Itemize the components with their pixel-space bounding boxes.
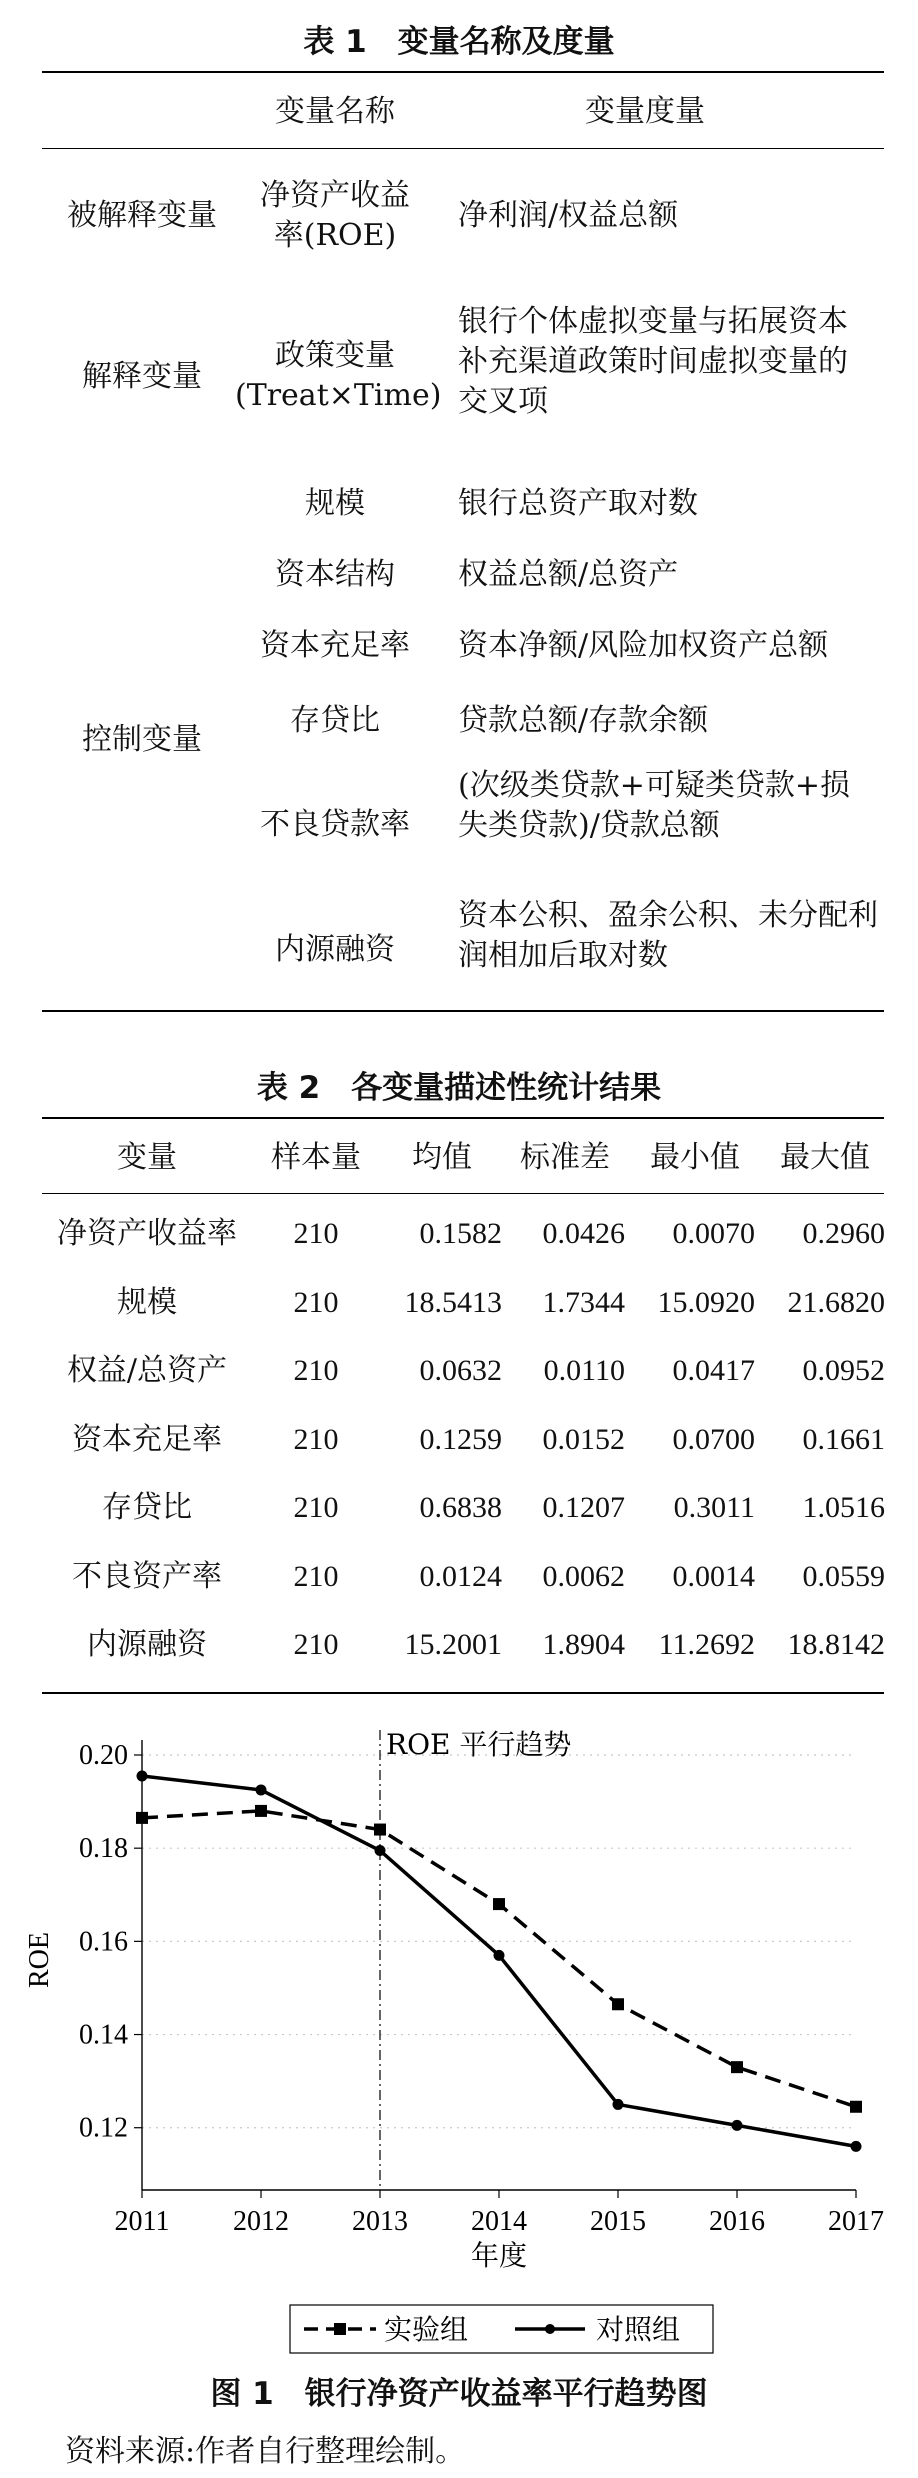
table2-cell-max: 0.2960 (802, 1217, 885, 1250)
table1-measure-npl: (次级类贷款+可疑类贷款+损 失类贷款)/贷款总额 (458, 768, 850, 843)
table2-cell-variable: 存贷比 (102, 1490, 192, 1525)
table2-cell-mean: 0.0632 (419, 1354, 502, 1387)
table2-cell-min: 15.0920 (657, 1285, 755, 1319)
table2-bottom-rule (42, 1692, 884, 1694)
treatment-point (731, 2061, 743, 2073)
table2-cell-sd: 0.0426 (542, 1217, 625, 1250)
table1-header-rule (42, 148, 884, 149)
x-axis-label: 年度 (470, 2239, 528, 2272)
control-point (732, 2120, 743, 2131)
table1-caption: 表 1 变量名称及度量 (303, 24, 615, 60)
table2-header-rule (42, 1193, 884, 1194)
table2-cell-min: 0.3011 (673, 1491, 755, 1524)
table2-header-sd: 标准差 (520, 1140, 610, 1175)
table1-var-roe: 净资产收益 率(ROE) (260, 178, 410, 253)
y-tick-labels (79, 1740, 128, 2144)
table2-cell-mean: 18.5413 (404, 1285, 502, 1319)
table1-header-measure: 变量度量 (585, 94, 705, 129)
table2-cell-min: 11.2692 (658, 1628, 755, 1661)
series-line-control (142, 1776, 856, 2146)
table1-category-control: 控制变量 (82, 722, 202, 757)
table2-header-min: 最小值 (650, 1140, 740, 1175)
table2-cell-max: 21.6820 (787, 1285, 885, 1319)
x-tick-label: 2013 (352, 2206, 408, 2237)
table2-cell-mean: 0.1259 (419, 1422, 502, 1456)
table1-var-capital-structure: 资本结构 (275, 557, 395, 592)
table2-cell-variable: 不良资产率 (72, 1558, 222, 1594)
table2-cell-sd: 0.0110 (543, 1354, 625, 1387)
y-tick-label: 0.20 (79, 1740, 128, 1771)
legend-control-label: 对照组 (596, 2313, 681, 2346)
table1-var-car: 资本充足率 (260, 628, 410, 663)
x-tick-label: 2016 (709, 2206, 765, 2237)
treatment-point (850, 2101, 862, 2113)
table2-cell-min: 0.0014 (672, 1559, 755, 1593)
treatment-point (136, 1812, 148, 1824)
table2-header-mean: 均值 (412, 1140, 472, 1175)
x-tick-label: 2011 (114, 2206, 170, 2237)
table2-cell-n: 210 (293, 1285, 339, 1319)
table2-cell-sd: 1.7344 (542, 1285, 625, 1319)
table2-cell-mean: 0.0124 (419, 1559, 502, 1593)
table1-var-npl: 不良贷款率 (260, 807, 410, 842)
figure1-caption: 图 1 银行净资产收益率平行趋势图 (210, 2376, 708, 2412)
table1-var-policy: 政策变量 (Treat×Time) (235, 338, 442, 413)
table2-cell-max: 1.0516 (802, 1491, 885, 1524)
table2-cell-n: 210 (293, 1491, 339, 1524)
table2-cell-n: 210 (293, 1422, 339, 1456)
control-point (494, 1950, 505, 1961)
table2-header-max: 最大值 (780, 1140, 870, 1175)
table2-caption: 表 2 各变量描述性统计结果 (256, 1070, 662, 1106)
y-tick-label: 0.14 (79, 2019, 128, 2051)
table2-cell-variable: 资本充足率 (72, 1421, 222, 1457)
table1-bottom-rule (42, 1010, 884, 1012)
control-point (851, 2141, 862, 2152)
y-tick-label: 0.16 (79, 1926, 128, 1958)
legend-treatment-marker (334, 2323, 346, 2335)
legend-treatment-label: 实验组 (384, 2313, 469, 2346)
chart-legend (290, 2305, 713, 2353)
table2-cell-max: 0.0952 (802, 1354, 885, 1387)
control-point (137, 1770, 148, 1781)
table2-cell-variable: 规模 (117, 1284, 177, 1320)
table1-measure-policy: 银行个体虚拟变量与拓展资本 补充渠道政策时间虚拟变量的 交叉项 (458, 304, 848, 419)
x-tick-label: 2014 (471, 2206, 527, 2237)
figure1-source-note: 资料来源:作者自行整理绘制。 (65, 2434, 466, 2469)
table2-header-variable: 变量 (117, 1140, 177, 1175)
table2-cell-n: 210 (293, 1559, 339, 1593)
x-tick-label: 2012 (233, 2206, 289, 2237)
control-point (256, 1784, 267, 1795)
roe-parallel-trend-chart (0, 1730, 918, 2380)
y-tick-label: 0.12 (79, 2112, 128, 2144)
table1-header-name: 变量名称 (275, 94, 395, 129)
chart-title: ROE 平行趋势 (386, 1730, 572, 1761)
table2-cell-mean: 0.6838 (419, 1491, 502, 1524)
table2-cell-variable: 净资产收益率 (57, 1216, 237, 1251)
table2-cell-sd: 0.0062 (542, 1559, 625, 1593)
table2-cell-min: 0.0700 (672, 1422, 755, 1456)
x-tick-label: 2015 (590, 2206, 646, 2237)
table1-var-size: 规模 (305, 486, 365, 521)
table2-cell-variable: 内源融资 (87, 1627, 207, 1662)
table1-measure-capital-structure: 权益总额/总资产 (458, 557, 679, 592)
treatment-point (612, 1998, 624, 2010)
legend-control-marker (545, 2324, 555, 2334)
chart-axes (134, 1740, 856, 2198)
table1-measure-car: 资本净额/风险加权资产总额 (458, 628, 829, 663)
y-axis-label: ROE (24, 1932, 55, 1988)
table2-cell-mean: 15.2001 (404, 1628, 502, 1661)
table2-cell-variable: 权益/总资产 (66, 1353, 228, 1388)
treatment-point (374, 1824, 386, 1836)
table2-cell-max: 18.8142 (787, 1628, 885, 1661)
table2-cell-max: 0.0559 (802, 1559, 885, 1593)
table2-cell-mean: 0.1582 (419, 1217, 502, 1250)
table2-cell-sd: 0.0152 (542, 1422, 625, 1456)
x-tick-label: 2017 (828, 2206, 884, 2237)
table2-top-rule (42, 1117, 884, 1119)
table2-cell-n: 210 (293, 1628, 339, 1661)
table1-measure-ldr: 贷款总额/存款余额 (458, 703, 709, 738)
table1-measure-internal-financing: 资本公积、盈余公积、未分配利 润相加后取对数 (458, 898, 878, 973)
treatment-point (255, 1805, 267, 1817)
table1-category-explained: 被解释变量 (67, 198, 217, 233)
table2-header-n: 样本量 (271, 1140, 361, 1175)
table2-cell-n: 210 (293, 1354, 339, 1387)
table1-category-explanatory: 解释变量 (82, 359, 202, 394)
table2-cell-min: 0.0417 (672, 1354, 755, 1387)
y-tick-label: 0.18 (79, 1833, 128, 1865)
table1-measure-size: 银行总资产取对数 (458, 486, 698, 521)
table2-cell-max: 0.1661 (802, 1422, 885, 1456)
chart-series (136, 1770, 862, 2151)
control-point (375, 1845, 386, 1856)
x-tick-labels (115, 2206, 884, 2237)
table2-cell-sd: 1.8904 (542, 1628, 625, 1661)
table1-top-rule (42, 71, 884, 73)
table2-cell-n: 210 (293, 1217, 339, 1250)
control-point (613, 2099, 624, 2110)
table2-cell-sd: 0.1207 (542, 1491, 625, 1524)
table2-cell-min: 0.0070 (672, 1217, 755, 1250)
table1-var-internal-financing: 内源融资 (275, 932, 395, 967)
treatment-point (493, 1898, 505, 1910)
table1-measure-roe: 净利润/权益总额 (458, 198, 679, 233)
table1-var-ldr: 存贷比 (290, 703, 380, 738)
